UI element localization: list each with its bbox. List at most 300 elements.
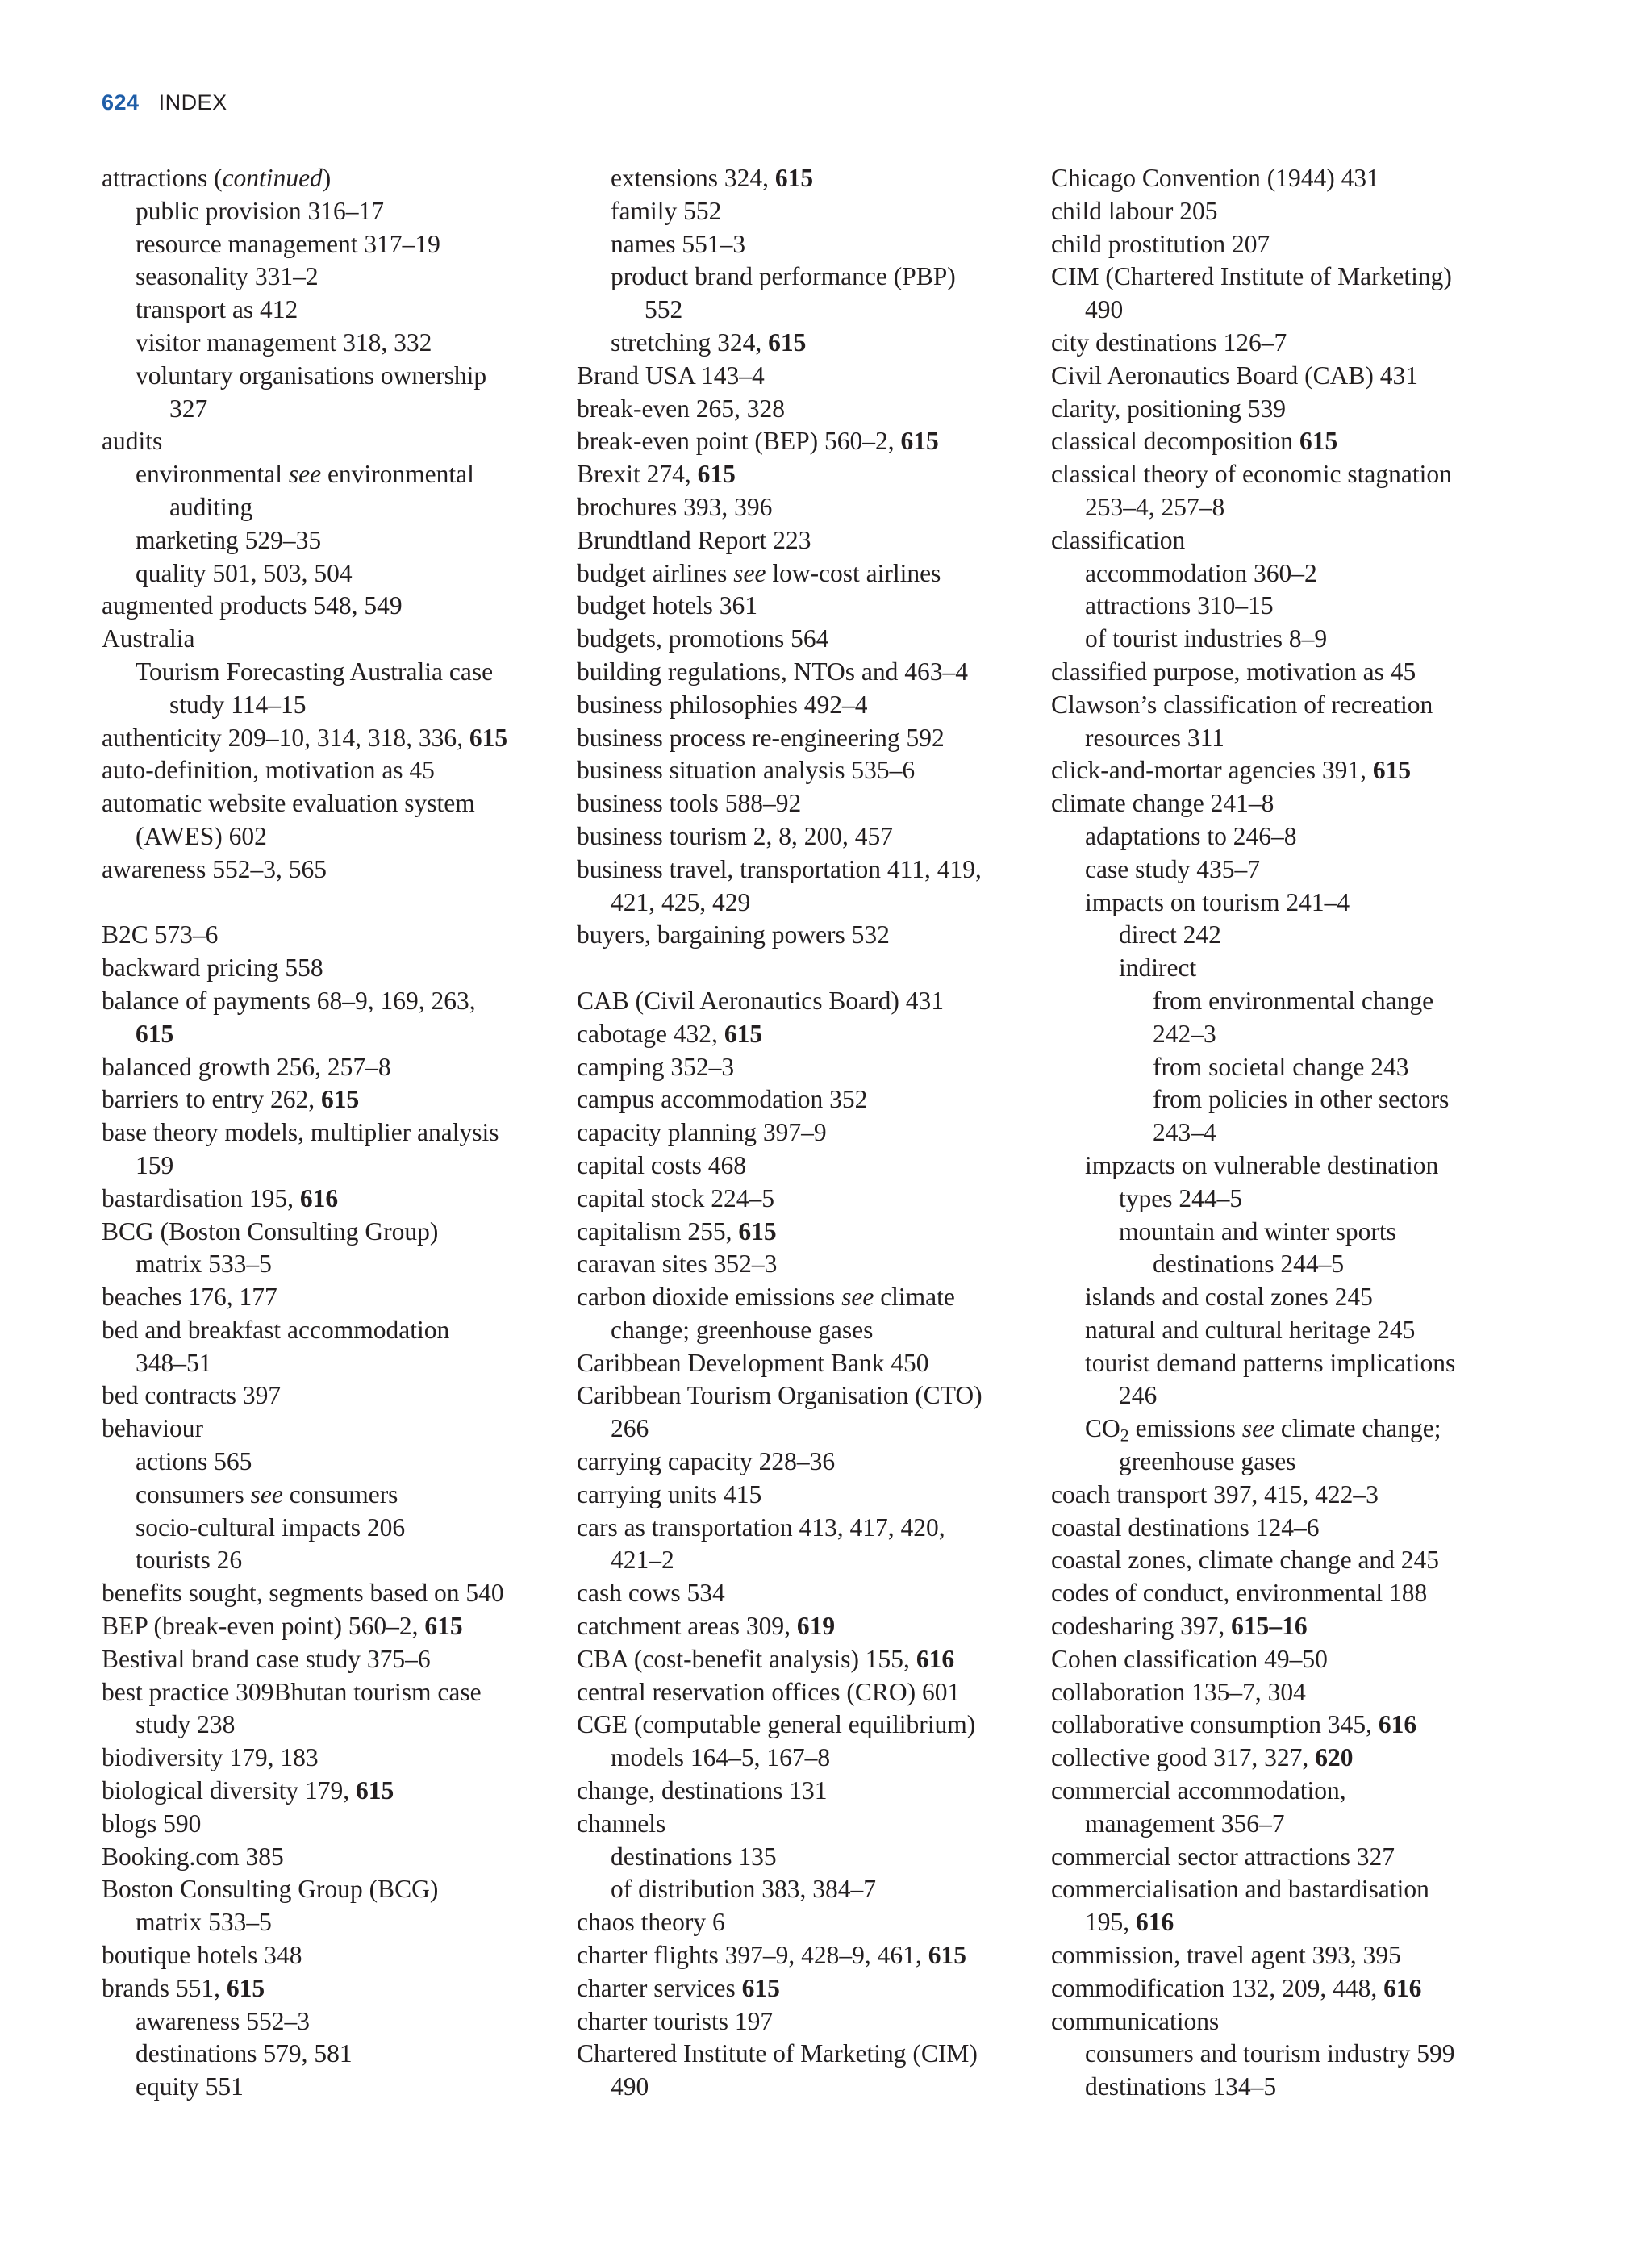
index-subentry bbox=[102, 656, 578, 689]
index-subentry bbox=[1051, 1150, 1519, 1183]
index-entry bbox=[577, 985, 1028, 1018]
entry-text: awareness 552–3 bbox=[136, 2006, 311, 2035]
entry-text: base theory models, multiplier analysis bbox=[102, 1118, 499, 1147]
index-entry bbox=[1051, 2005, 1519, 2038]
index-entry bbox=[102, 162, 578, 195]
entry-text: equity 551 bbox=[136, 2072, 244, 2101]
index-column-1 bbox=[102, 162, 578, 2104]
entry-text: brochures 393, 396 bbox=[577, 492, 773, 521]
entry-text: change; greenhouse gases bbox=[611, 1315, 874, 1344]
index-subentry bbox=[1051, 2038, 1519, 2071]
entry-text: clarity, positioning 539 bbox=[1051, 394, 1287, 423]
index-subentry bbox=[102, 1446, 578, 1479]
glossary-page-ref: 615 bbox=[321, 1085, 360, 1114]
entry-text: camping 352–3 bbox=[577, 1052, 735, 1081]
index-subentry bbox=[577, 228, 1028, 261]
entry-text: channels bbox=[577, 1809, 666, 1838]
entry-text: seasonality 331–2 bbox=[136, 262, 319, 291]
index-entry bbox=[102, 425, 578, 458]
entry-text: climate bbox=[874, 1283, 955, 1312]
index-subentry bbox=[102, 2038, 578, 2071]
entry-text: climate change 241–8 bbox=[1051, 789, 1274, 818]
index-subentry bbox=[102, 2071, 578, 2104]
index-entry bbox=[1051, 360, 1519, 393]
entry-text: balanced growth 256, 257–8 bbox=[102, 1052, 391, 1081]
entry-text: tourists 26 bbox=[136, 1546, 243, 1575]
page-number: 624 bbox=[102, 90, 140, 115]
entry-text: caravan sites 352–3 bbox=[577, 1250, 778, 1279]
entry-text: CO bbox=[1085, 1414, 1120, 1443]
entry-text: best practice 309Bhutan tourism case bbox=[102, 1677, 482, 1706]
index-subentry bbox=[102, 1906, 578, 1939]
index-entry bbox=[102, 1413, 578, 1446]
index-entry bbox=[102, 1379, 578, 1413]
entry-text: Boston Consulting Group (BCG) bbox=[102, 1875, 439, 1904]
entry-text: 490 bbox=[611, 2072, 649, 2101]
entry-text: campus accommodation 352 bbox=[577, 1085, 868, 1114]
entry-text: boutique hotels 348 bbox=[102, 1941, 302, 1970]
index-entry bbox=[577, 1676, 1028, 1709]
entry-text: names 551–3 bbox=[611, 229, 746, 258]
index-subentry bbox=[102, 261, 578, 294]
index-subentry bbox=[102, 1018, 578, 1051]
index-entry bbox=[577, 1150, 1028, 1183]
entry-text: child labour 205 bbox=[1051, 196, 1218, 225]
index-subentry bbox=[1051, 952, 1519, 985]
entry-text: central reservation offices (CRO) 601 bbox=[577, 1677, 961, 1706]
entry-text: 253–4, 257–8 bbox=[1085, 492, 1225, 521]
index-entry bbox=[577, 1906, 1028, 1939]
index-subentry bbox=[1051, 1051, 1519, 1084]
entry-text: classified purpose, motivation as 45 bbox=[1051, 657, 1416, 686]
page-header bbox=[102, 89, 227, 116]
entry-text: biological diversity 179, bbox=[102, 1776, 356, 1805]
entry-text: marketing 529–35 bbox=[136, 525, 322, 554]
entry-text: Brexit 274, bbox=[577, 460, 698, 489]
entry-text: models 164–5, 167–8 bbox=[611, 1743, 831, 1772]
entry-text: behaviour bbox=[102, 1414, 203, 1443]
index-entry bbox=[1051, 1709, 1519, 1742]
glossary-page-ref: 620 bbox=[1315, 1743, 1354, 1772]
entry-text: child prostitution 207 bbox=[1051, 229, 1270, 258]
index-subentry bbox=[1051, 1808, 1519, 1841]
entry-text: codes of conduct, environmental 188 bbox=[1051, 1579, 1428, 1608]
entry-text: brands 551, bbox=[102, 1973, 227, 2002]
entry-text: 195, bbox=[1085, 1908, 1136, 1937]
entry-text: auto-definition, motivation as 45 bbox=[102, 756, 435, 785]
index-entry bbox=[1051, 524, 1519, 557]
index-entry bbox=[1051, 261, 1519, 294]
glossary-page-ref: 616 bbox=[1383, 1973, 1422, 2002]
entry-text: classical decomposition bbox=[1051, 427, 1299, 456]
index-entry bbox=[1051, 1841, 1519, 1874]
glossary-page-ref: 615–16 bbox=[1231, 1612, 1308, 1641]
entry-text: extensions 324, bbox=[611, 164, 775, 192]
index-subentry bbox=[577, 2071, 1028, 2104]
entry-text: consumers bbox=[282, 1479, 398, 1508]
entry-text: attractions 310–15 bbox=[1085, 591, 1274, 620]
index-subentry bbox=[1051, 853, 1519, 887]
index-entry bbox=[577, 1248, 1028, 1281]
entry-text: blogs 590 bbox=[102, 1809, 202, 1838]
index-entry bbox=[1051, 1742, 1519, 1775]
entry-text: climate change; bbox=[1274, 1414, 1441, 1443]
entry-text: cash cows 534 bbox=[577, 1579, 725, 1608]
index-entry bbox=[1051, 458, 1519, 491]
entry-text: collective good 317, 327, bbox=[1051, 1743, 1316, 1772]
index-entry bbox=[577, 2005, 1028, 2038]
entry-text: automatic website evaluation system bbox=[102, 789, 475, 818]
index-subentry bbox=[577, 1841, 1028, 1874]
entry-text: collaboration 135–7, 304 bbox=[1051, 1677, 1306, 1706]
entry-text: budget hotels 361 bbox=[577, 591, 757, 620]
entry-text: buyers, bargaining powers 532 bbox=[577, 920, 890, 949]
index-entry bbox=[577, 689, 1028, 722]
entry-text: of distribution 383, 384–7 bbox=[611, 1875, 876, 1904]
entry-text: Cohen classification 49–50 bbox=[1051, 1644, 1328, 1673]
index-column-2 bbox=[577, 162, 1028, 2104]
index-entry bbox=[102, 1610, 578, 1643]
entry-text: natural and cultural heritage 245 bbox=[1085, 1315, 1416, 1344]
index-entry bbox=[577, 820, 1028, 853]
entry-text: capitalism 255, bbox=[577, 1216, 739, 1246]
index-entry bbox=[577, 1347, 1028, 1380]
entry-text: coastal destinations 124–6 bbox=[1051, 1513, 1320, 1542]
index-entry bbox=[102, 787, 578, 820]
glossary-page-ref: 615 bbox=[697, 460, 736, 489]
entry-text: B2C 573–6 bbox=[102, 920, 219, 949]
index-subentry bbox=[1051, 1347, 1519, 1380]
entry-text: case study 435–7 bbox=[1085, 854, 1260, 883]
entry-text: family 552 bbox=[611, 196, 722, 225]
index-entry bbox=[102, 1051, 578, 1084]
entry-text: business process re-engineering 592 bbox=[577, 723, 945, 752]
index-subentry bbox=[102, 195, 578, 228]
entry-text: 242–3 bbox=[1153, 1019, 1216, 1048]
index-entry bbox=[577, 1446, 1028, 1479]
entry-text: Tourism Forecasting Australia case bbox=[136, 657, 494, 686]
entry-text: Brand USA 143–4 bbox=[577, 361, 765, 390]
index-entry bbox=[577, 2038, 1028, 2071]
entry-text: 2 bbox=[1120, 1425, 1129, 1446]
entry-text: cabotage 432, bbox=[577, 1019, 724, 1048]
entry-text: study 238 bbox=[136, 1710, 236, 1739]
running-head: INDEX bbox=[158, 90, 227, 115]
glossary-page-ref: 615 bbox=[226, 1973, 265, 2002]
entry-text: commercial accommodation, bbox=[1051, 1776, 1346, 1805]
entry-text: transport as 412 bbox=[136, 295, 298, 324]
index-subentry bbox=[102, 1544, 578, 1577]
index-entry bbox=[1051, 1544, 1519, 1577]
index-subentry bbox=[577, 162, 1028, 195]
index-subentry bbox=[102, 1512, 578, 1545]
cross-ref-term: see bbox=[733, 558, 766, 587]
index-entry bbox=[1051, 228, 1519, 261]
index-entry bbox=[577, 623, 1028, 656]
entry-text: destinations 135 bbox=[611, 1842, 777, 1871]
entry-text: from societal change 243 bbox=[1153, 1052, 1409, 1081]
index-entry bbox=[102, 1841, 578, 1874]
index-subentry bbox=[1051, 1906, 1519, 1939]
index-entry bbox=[577, 1709, 1028, 1742]
entry-text: voluntary organisations ownership bbox=[136, 361, 487, 390]
index-column-3 bbox=[1051, 162, 1519, 2104]
index-entry bbox=[102, 1742, 578, 1775]
index-entry bbox=[102, 919, 578, 952]
entry-text: adaptations to 246–8 bbox=[1085, 821, 1297, 850]
entry-text: CGE (computable general equilibrium) bbox=[577, 1710, 976, 1739]
entry-text: resource management 317–19 bbox=[136, 229, 440, 258]
entry-text: business tools 588–92 bbox=[577, 789, 802, 818]
entry-text: catchment areas 309, bbox=[577, 1612, 797, 1641]
index-entry bbox=[102, 985, 578, 1018]
index-entry bbox=[577, 524, 1028, 557]
index-subentry bbox=[102, 360, 578, 393]
entry-text: 490 bbox=[1085, 295, 1124, 324]
index-subentry bbox=[577, 1742, 1028, 1775]
index-subentry bbox=[577, 1544, 1028, 1577]
letter-group-gap bbox=[577, 952, 1028, 985]
entry-text: socio-cultural impacts 206 bbox=[136, 1513, 406, 1542]
entry-text: budgets, promotions 564 bbox=[577, 624, 829, 653]
entry-text: charter tourists 197 bbox=[577, 2006, 774, 2035]
entry-text: destinations 579, 581 bbox=[136, 2039, 353, 2068]
entry-text: types 244–5 bbox=[1119, 1183, 1243, 1212]
index-entry bbox=[1051, 1577, 1519, 1610]
entry-text: capacity planning 397–9 bbox=[577, 1118, 827, 1147]
entry-text: carbon dioxide emissions bbox=[577, 1283, 842, 1312]
glossary-page-ref: 615 bbox=[741, 1973, 780, 2002]
entry-text: bastardisation 195, bbox=[102, 1183, 300, 1212]
entry-text: public provision 316–17 bbox=[136, 196, 384, 225]
index-entry bbox=[577, 1577, 1028, 1610]
index-entry bbox=[102, 1183, 578, 1216]
entry-text: study 114–15 bbox=[169, 690, 307, 719]
entry-text: CAB (Civil Aeronautics Board) 431 bbox=[577, 986, 944, 1015]
index-entry bbox=[577, 1018, 1028, 1051]
index-subentry bbox=[102, 327, 578, 360]
index-entry bbox=[102, 1808, 578, 1841]
index-entry bbox=[577, 1775, 1028, 1808]
index-subentry bbox=[1051, 623, 1519, 656]
entry-text: augmented products 548, 549 bbox=[102, 591, 403, 620]
entry-text: backward pricing 558 bbox=[102, 953, 323, 983]
entry-text: commercialisation and bastardisation bbox=[1051, 1875, 1429, 1904]
index-subentry bbox=[1051, 557, 1519, 590]
entry-text: carrying units 415 bbox=[577, 1479, 762, 1508]
index-subentry bbox=[1051, 919, 1519, 952]
entry-text: capital costs 468 bbox=[577, 1150, 746, 1179]
index-subentry bbox=[1051, 590, 1519, 623]
index-subentry bbox=[577, 1413, 1028, 1446]
index-subentry bbox=[577, 195, 1028, 228]
glossary-page-ref: 615 bbox=[900, 427, 939, 456]
entry-text: building regulations, NTOs and 463–4 bbox=[577, 657, 969, 686]
entry-text: BEP (break-even point) 560–2, bbox=[102, 1612, 425, 1641]
index-subentry bbox=[102, 1709, 578, 1742]
index-entry bbox=[1051, 1479, 1519, 1512]
index-subentry bbox=[102, 524, 578, 557]
entry-text: classification bbox=[1051, 525, 1186, 554]
entry-text: 552 bbox=[645, 295, 683, 324]
entry-text: tourist demand patterns implications bbox=[1085, 1348, 1456, 1377]
index-subentry bbox=[102, 458, 578, 491]
entry-text: from environmental change bbox=[1153, 986, 1434, 1015]
entry-text: auditing bbox=[169, 492, 253, 521]
index-subentry bbox=[577, 327, 1028, 360]
index-entry bbox=[577, 1051, 1028, 1084]
glossary-page-ref: 615 bbox=[768, 328, 807, 357]
entry-text: 266 bbox=[611, 1414, 649, 1443]
index-entry bbox=[577, 1216, 1028, 1249]
index-subentry bbox=[1051, 1379, 1519, 1413]
index-entry bbox=[577, 1116, 1028, 1150]
index-entry bbox=[102, 1676, 578, 1709]
entry-text: authenticity 209–10, 314, 318, 336, bbox=[102, 723, 469, 752]
entry-text: emissions bbox=[1128, 1414, 1242, 1443]
entry-text: Chartered Institute of Marketing (CIM) bbox=[577, 2039, 978, 2068]
index-subentry bbox=[1051, 985, 1519, 1018]
entry-text: codesharing 397, bbox=[1051, 1612, 1232, 1641]
entry-text: of tourist industries 8–9 bbox=[1085, 624, 1328, 653]
index-subentry bbox=[577, 261, 1028, 294]
index-entry bbox=[102, 1314, 578, 1347]
entry-text: classical theory of economic stagnation bbox=[1051, 460, 1452, 489]
glossary-page-ref: 615 bbox=[1372, 756, 1412, 785]
index-entry bbox=[1051, 1610, 1519, 1643]
index-entry bbox=[102, 1939, 578, 1972]
index-subentry bbox=[1051, 491, 1519, 524]
entry-text: Chicago Convention (1944) 431 bbox=[1051, 164, 1379, 192]
entry-text: 327 bbox=[169, 394, 208, 423]
glossary-page-ref: 615 bbox=[724, 1019, 763, 1048]
entry-text: coastal zones, climate change and 245 bbox=[1051, 1546, 1440, 1575]
index-subentry bbox=[1051, 722, 1519, 755]
entry-text: islands and costal zones 245 bbox=[1085, 1283, 1373, 1312]
entry-text: accommodation 360–2 bbox=[1085, 558, 1317, 587]
entry-text: charter services bbox=[577, 1973, 742, 2002]
entry-text: resources 311 bbox=[1085, 723, 1224, 752]
index-subentry bbox=[577, 1873, 1028, 1906]
entry-text: ) bbox=[322, 164, 332, 192]
index-entry bbox=[577, 1610, 1028, 1643]
entry-text: Australia bbox=[102, 624, 195, 653]
index-subentry bbox=[1051, 1116, 1519, 1150]
index-entry bbox=[577, 1643, 1028, 1676]
index-entry bbox=[577, 1972, 1028, 2005]
entry-text: business travel, transportation 411, 419, bbox=[577, 854, 982, 883]
index-subentry bbox=[102, 2005, 578, 2038]
entry-text: business situation analysis 535–6 bbox=[577, 756, 916, 785]
index-subentry bbox=[1051, 820, 1519, 853]
index-subentry bbox=[1051, 1281, 1519, 1314]
index-entry bbox=[577, 1281, 1028, 1314]
index-subentry bbox=[1051, 294, 1519, 327]
index-entry bbox=[577, 557, 1028, 590]
entry-text: quality 501, 503, 504 bbox=[136, 558, 353, 587]
index-entry bbox=[577, 1512, 1028, 1545]
entry-text: collaborative consumption 345, bbox=[1051, 1710, 1379, 1739]
index-entry bbox=[1051, 1939, 1519, 1972]
index-entry bbox=[577, 1083, 1028, 1116]
index-entry bbox=[1051, 1676, 1519, 1709]
glossary-page-ref: 616 bbox=[299, 1183, 339, 1212]
index-entry bbox=[1051, 327, 1519, 360]
index-subentry bbox=[102, 557, 578, 590]
entry-text: 159 bbox=[136, 1150, 174, 1179]
index-entry bbox=[577, 458, 1028, 491]
index-subentry bbox=[1051, 887, 1519, 920]
entry-text: (AWES) 602 bbox=[136, 821, 267, 850]
index-entry bbox=[1051, 1775, 1519, 1808]
glossary-page-ref: 615 bbox=[738, 1216, 777, 1246]
glossary-page-ref: 619 bbox=[796, 1612, 836, 1641]
letter-group-gap bbox=[102, 887, 578, 920]
entry-text: 246 bbox=[1119, 1381, 1158, 1410]
entry-text: bed contracts 397 bbox=[102, 1381, 282, 1410]
index-entry bbox=[577, 491, 1028, 524]
entry-text: cars as transportation 413, 417, 420, bbox=[577, 1513, 945, 1542]
index-entry bbox=[102, 1216, 578, 1249]
entry-text: Clawson’s classification of recreation bbox=[1051, 690, 1433, 719]
entry-text: matrix 533–5 bbox=[136, 1250, 272, 1279]
index-entry bbox=[1051, 195, 1519, 228]
entry-text: 243–4 bbox=[1153, 1118, 1216, 1147]
index-entry bbox=[577, 754, 1028, 787]
entry-text: barriers to entry 262, bbox=[102, 1085, 322, 1114]
entry-text: break-even point (BEP) 560–2, bbox=[577, 427, 901, 456]
index-entry bbox=[102, 623, 578, 656]
entry-text: communications bbox=[1051, 2006, 1220, 2035]
index-entry bbox=[102, 1083, 578, 1116]
glossary-page-ref: 616 bbox=[916, 1644, 955, 1673]
index-subentry bbox=[102, 1248, 578, 1281]
entry-text: chaos theory 6 bbox=[577, 1908, 725, 1937]
index-entry bbox=[577, 919, 1028, 952]
entry-text: consumers bbox=[136, 1479, 251, 1508]
index-subentry bbox=[577, 887, 1028, 920]
entry-text: environmental bbox=[321, 460, 474, 489]
entry-text: Booking.com 385 bbox=[102, 1842, 284, 1871]
entry-text: city destinations 126–7 bbox=[1051, 328, 1287, 357]
entry-text: business philosophies 492–4 bbox=[577, 690, 868, 719]
entry-text: matrix 533–5 bbox=[136, 1908, 272, 1937]
index-entry bbox=[102, 1281, 578, 1314]
index-entry bbox=[577, 656, 1028, 689]
entry-text: audits bbox=[102, 427, 163, 456]
entry-text: click-and-mortar agencies 391, bbox=[1051, 756, 1373, 785]
index-entry bbox=[1051, 754, 1519, 787]
index-subentry bbox=[102, 228, 578, 261]
index-subentry bbox=[1051, 1183, 1519, 1216]
entry-text: product brand performance (PBP) bbox=[611, 262, 956, 291]
entry-text: low-cost airlines bbox=[766, 558, 941, 587]
cross-ref-term: continued bbox=[222, 164, 323, 192]
entry-text: Bestival brand case study 375–6 bbox=[102, 1644, 431, 1673]
glossary-page-ref: 615 bbox=[355, 1776, 394, 1805]
index-subentry bbox=[102, 294, 578, 327]
entry-text: impacts on tourism 241–4 bbox=[1085, 887, 1350, 916]
entry-text: change, destinations 131 bbox=[577, 1776, 828, 1805]
glossary-page-ref: 615 bbox=[1299, 427, 1338, 456]
glossary-page-ref: 615 bbox=[136, 1019, 174, 1048]
entry-text: destinations 244–5 bbox=[1153, 1250, 1345, 1279]
index-entry bbox=[577, 425, 1028, 458]
index-entry bbox=[577, 1183, 1028, 1216]
index-subentry bbox=[1051, 1018, 1519, 1051]
glossary-page-ref: 616 bbox=[1378, 1710, 1417, 1739]
entry-text: business tourism 2, 8, 200, 457 bbox=[577, 821, 894, 850]
